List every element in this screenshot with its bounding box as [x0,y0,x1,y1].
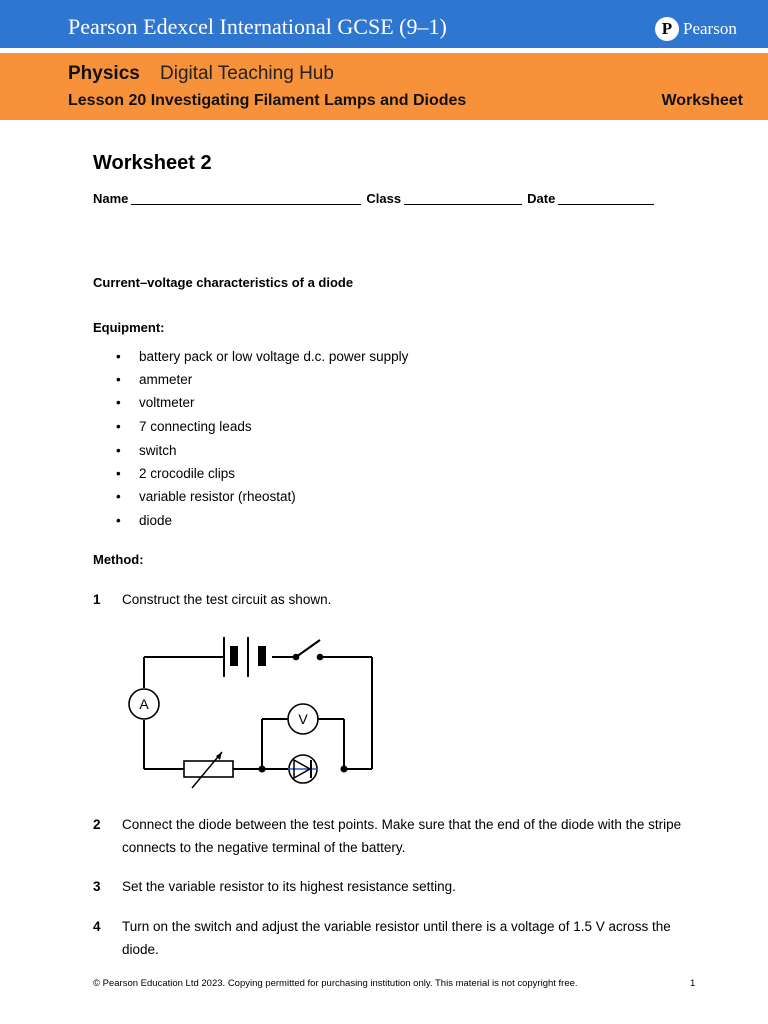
ammeter-label: A [139,696,149,712]
qualification-title: Pearson Edexcel International GCSE (9–1) [68,14,447,39]
switch-lever [296,640,320,657]
step-text: Set the variable resistor to its highest resistance setting. [122,879,456,894]
name-label: Name [93,191,129,206]
date-label: Date [527,191,556,206]
date-blank [558,191,654,205]
subject-title: Physics [68,63,140,84]
bullet-icon: • [116,349,121,364]
pearson-logo-text: Pearson [683,19,737,38]
pearson-logo-icon: P [655,17,679,41]
name-blank [131,191,361,205]
bullet-icon: • [116,443,121,458]
sheet-type-label: Worksheet [661,92,743,109]
circuit-diagram [120,628,390,793]
step-number: 2 [93,817,101,832]
pearson-logo [655,17,737,41]
bullet-icon: • [116,513,121,528]
step-text: Turn on the switch and adjust the variable resistor until there is a voltage of 1.5 V across the diode. [122,919,671,957]
equipment-heading: Equipment: [93,320,165,335]
worksheet-title: Worksheet 2 [93,152,212,174]
header-band [0,0,768,48]
method-heading: Method: [93,552,144,567]
copyright-notice: © Pearson Education Ltd 2023. Copying permitted for purchasing institution only. This material is not copyright free. [93,978,578,989]
step-text: Connect the diode between the test points. Make sure that the end of the diode with the stripe connects to the negative terminal of the battery. [122,817,682,855]
bullet-icon: • [116,419,121,434]
voltmeter-label: V [298,711,308,727]
step-number: 3 [93,879,101,894]
lesson-title: Lesson 20 Investigating Filament Lamps and Diodes [68,92,467,109]
page-number: 1 [690,978,696,989]
class-blank [404,191,522,205]
class-label: Class [366,191,402,206]
experiment-title: Current–voltage characteristics of a diode [93,275,354,290]
bullet-icon: • [116,466,121,481]
battery-cell [258,646,266,666]
subject-band [0,53,768,120]
step-number: 4 [93,919,101,934]
junction [341,766,348,773]
bullet-icon: • [116,372,121,387]
hub-title: Digital Teaching Hub [160,63,334,84]
switch-contact [317,654,324,661]
step-number: 1 [93,592,101,607]
step-text: Construct the test circuit as shown. [122,592,332,607]
bullet-icon: • [116,395,121,410]
switch-contact [293,654,300,661]
battery-cell [230,646,238,666]
student-details-row [93,191,659,206]
bullet-icon: • [116,489,121,504]
junction [259,766,266,773]
